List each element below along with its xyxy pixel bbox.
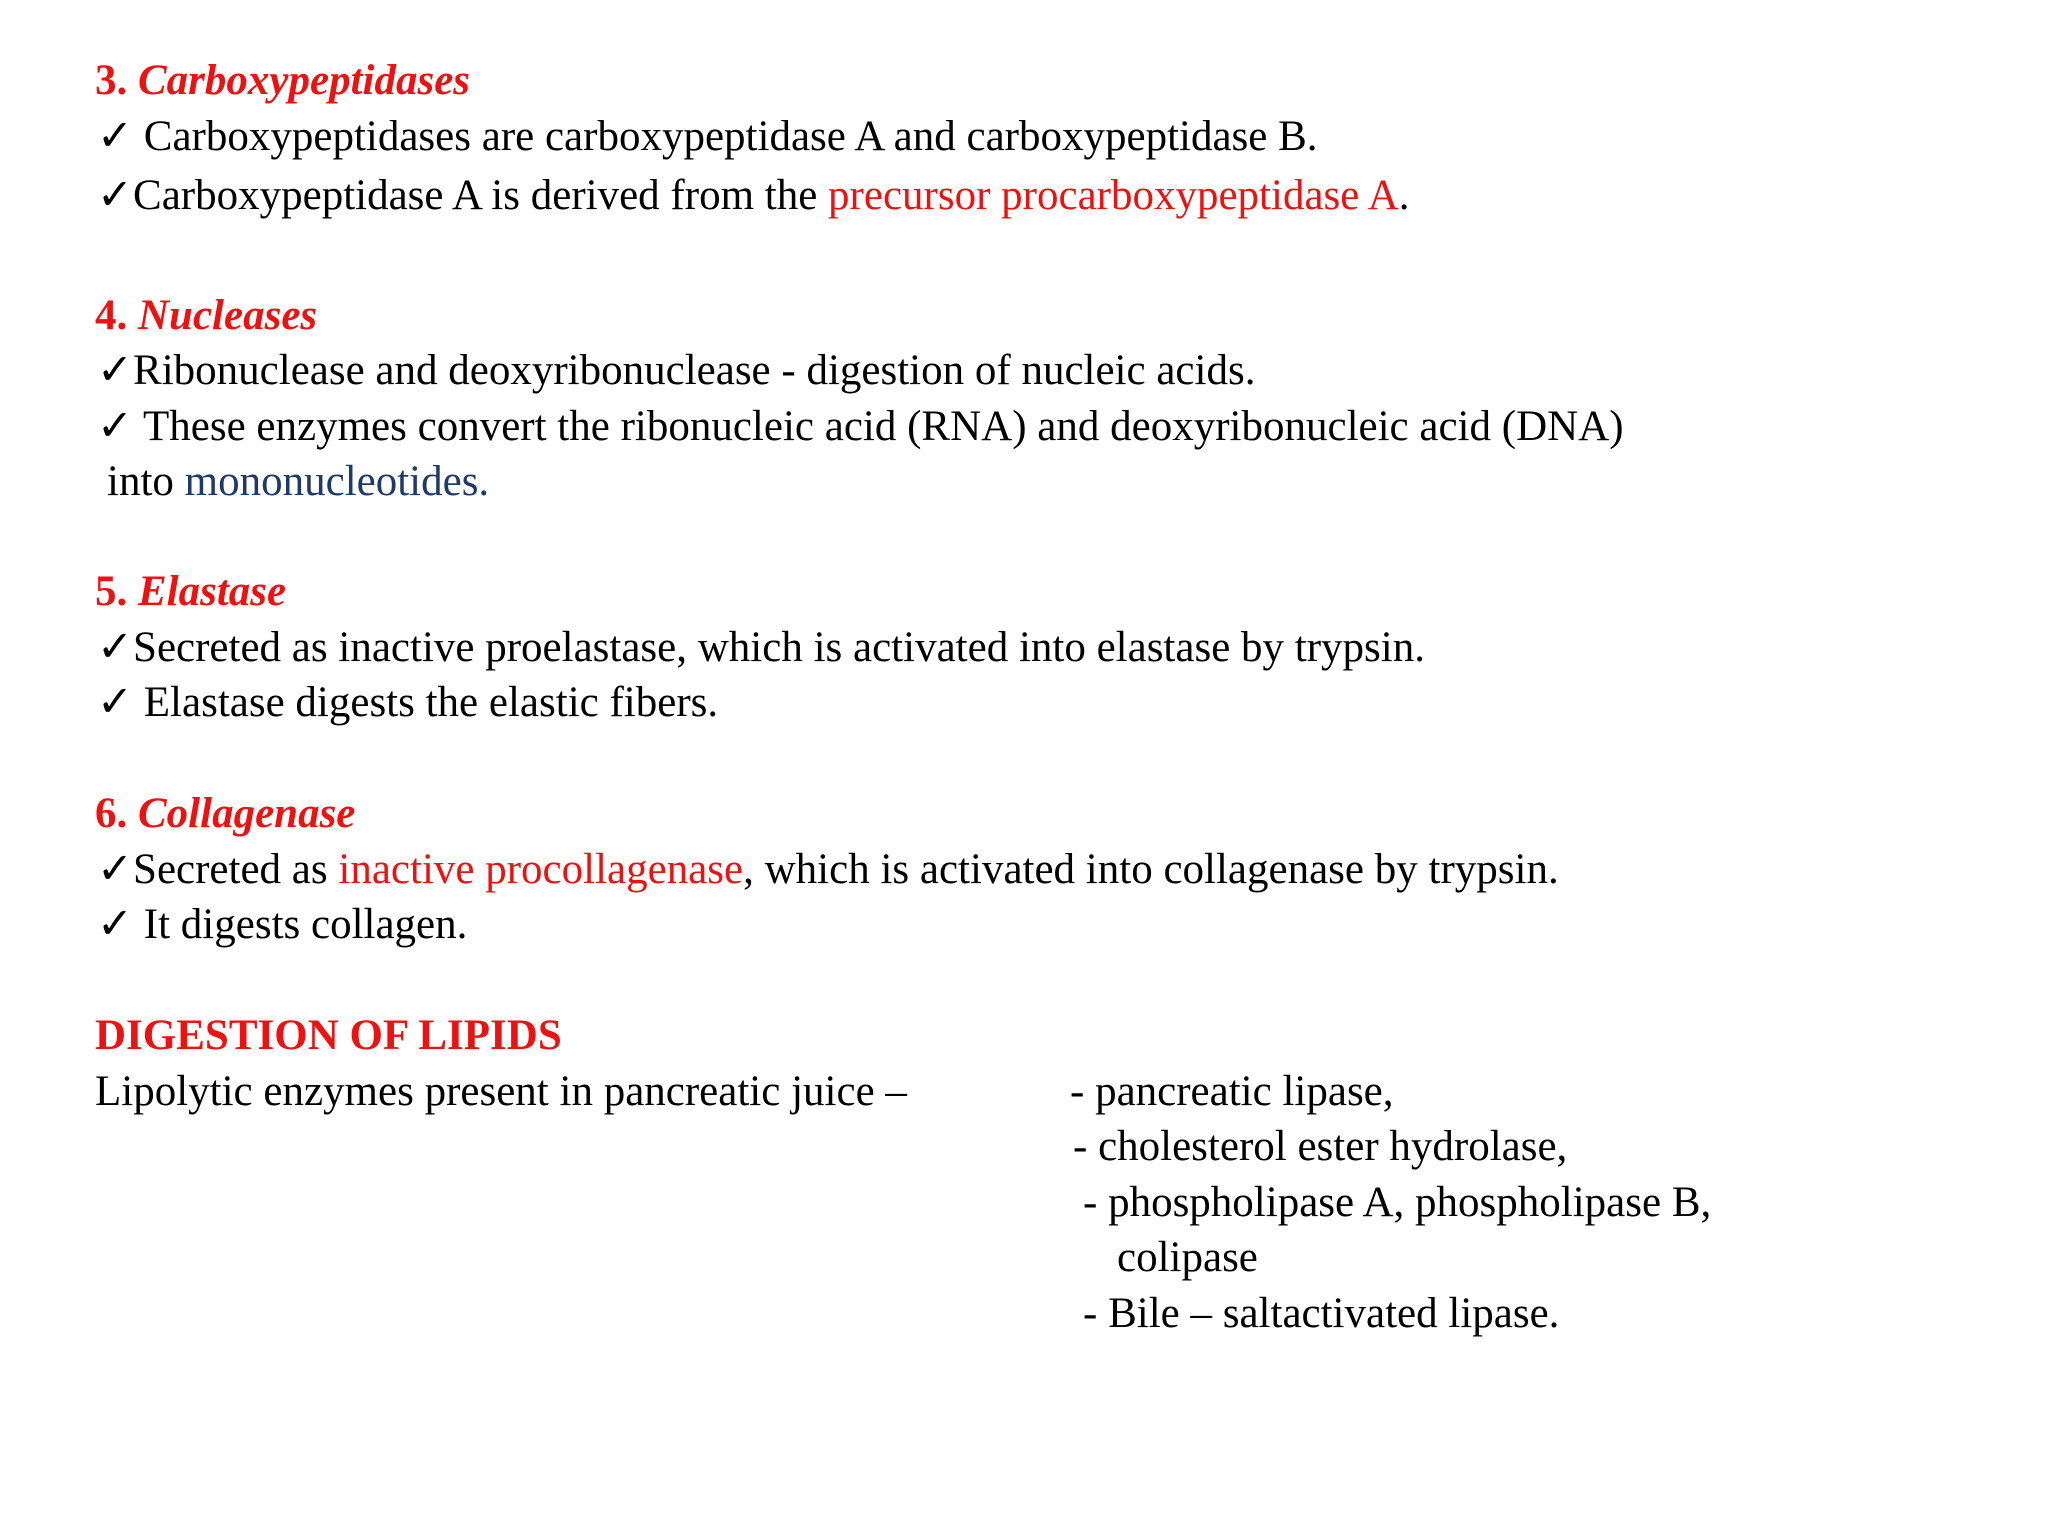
lipid-enzyme-item: - phospholipase A, phospholipase B, [1083,1179,1712,1226]
section-5-line-1 [97,623,1425,673]
section-4-line-2-text: These enzymes convert the ribonucleic acid (RNA) and deoxyribonucleic acid (DNA) [133,403,1624,450]
section-4-line-1 [97,346,1255,396]
lipid-enzyme-item: colipase [1117,1234,1258,1281]
section-5-heading [95,567,286,617]
check-icon: ✓ [97,172,134,219]
check-icon: ✓ [97,403,134,450]
section-6-line-1 [97,845,1559,895]
section-4-line-3 [107,457,489,507]
section-4-line-3-highlight: mononucleotides. [184,458,490,505]
section-3-line-2 [97,171,1410,221]
check-icon: ✓ [97,113,134,160]
section-3-line-1-text: Carboxypeptidases are carboxypeptidase A and carboxypeptidase B. [133,113,1318,160]
section-5-number: 5. [95,568,128,615]
section-6-line-1-highlight: inactive procollagenase [338,846,744,893]
lipid-enzyme-item: - cholesterol ester hydrolase, [1073,1123,1568,1170]
check-icon: ✓ [97,347,134,394]
check-icon: ✓ [97,624,134,671]
lipid-enzyme-item: - pancreatic lipase, [1070,1068,1394,1115]
section-6-line-1-text-b: , which is activated into collagenase by trypsin. [743,846,1559,893]
section-6-line-2 [97,900,467,950]
section-3-line-2-highlight: precursor procarboxypeptidase A [828,172,1399,219]
section-5-line-1-text: Secreted as inactive proelastase, which is activated into elastase by trypsin. [133,624,1425,671]
section-3-line-2-text-a: Carboxypeptidase A is derived from the [133,172,829,219]
section-5-title: Elastase [138,568,287,615]
section-5-line-2-text: Elastase digests the elastic fibers. [133,679,719,726]
lipids-heading: DIGESTION OF LIPIDS [95,1012,562,1059]
section-6-title: Collagenase [138,790,356,837]
check-icon: ✓ [97,901,134,948]
section-4-heading [95,291,317,341]
section-6-line-1-text-a: Secreted as [133,846,339,893]
section-3-title: Carboxypeptidases [138,57,471,104]
section-4-title: Nucleases [138,292,318,339]
lipids-intro: Lipolytic enzymes present in pancreatic juice – [95,1068,907,1115]
section-4-line-3-text: into [107,458,185,505]
section-4-line-1-text: Ribonuclease and deoxyribonuclease - digestion of nucleic acids. [133,347,1256,394]
section-3-line-2-text-b: . [1398,172,1410,219]
section-6-heading [95,789,355,839]
check-icon: ✓ [97,846,134,893]
check-icon: ✓ [97,679,134,726]
section-5-line-2 [97,678,718,728]
section-4-number: 4. [95,292,128,339]
section-6-line-2-text: It digests collagen. [133,901,468,948]
section-3-heading [95,56,470,106]
section-4-line-2 [97,402,1624,452]
lipid-enzyme-item: - Bile – saltactivated lipase. [1083,1290,1560,1337]
section-3-line-1 [97,112,1318,162]
section-3-number: 3. [95,57,128,104]
section-6-number: 6. [95,790,128,837]
